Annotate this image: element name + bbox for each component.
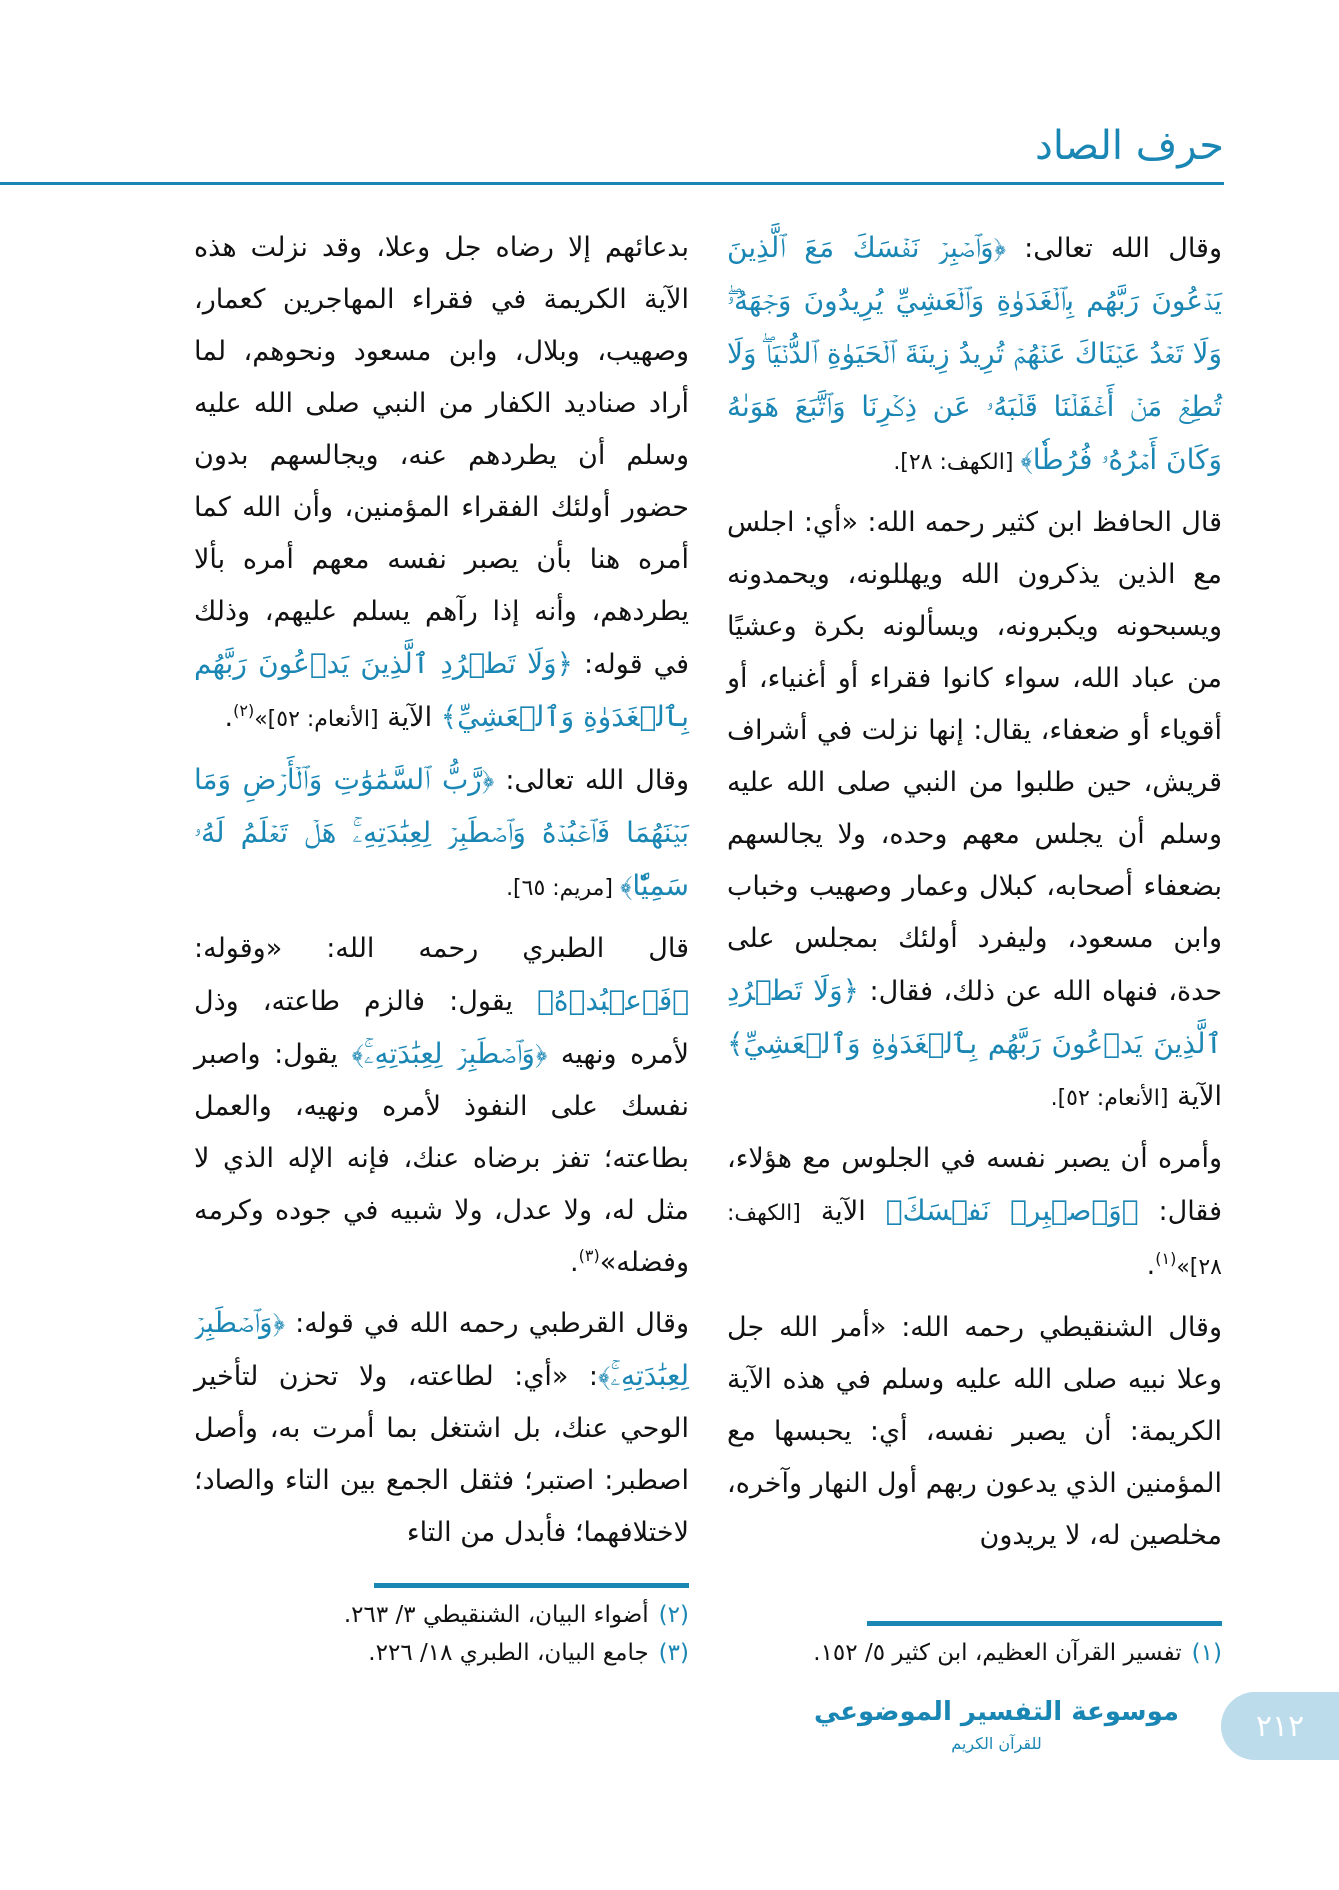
body-text: . [1146,1250,1156,1281]
verse-reference: [الأنعام: ٥٢]. [1050,1086,1169,1111]
body-text: . [224,702,234,733]
paragraph [194,222,689,746]
body-text: وقال الشنقيطي رحمه الله: «أمر الله جل وعلا نبيه صلى الله عليه وسلم في هذه الآية الكريمة: أن يصبر نفسه، أي: يحبسها مع المؤمنين الذي يدعون ربهم أول النهار وآخره، مخلصين له، لا يريدون [727,1312,1222,1551]
body-text: : «أي: لطاعته، ولا تحزن لتأخير الوحي عنك، بل اشتغل بما أمرت به، وأصل اصطبر: اصتبر؛ فثقل الجمع بين التاء والصاد؛ لاختلافهما؛ فأبدل من التاء [194,1361,689,1548]
quran-verse: ﴿وَٱصۡطَبِرۡ لِعِبَٰدَتِهِۦۚ﴾ [194,1306,689,1392]
footnotes-right [727,1605,1222,1672]
quran-verse: ﴿وَٱصۡطَبِرۡ لِعِبَٰدَتِهِۦۚ﴾ [351,1037,548,1070]
logo-subtitle: للقرآن الكريم [951,1734,1042,1753]
body-text: الآية [800,1196,886,1227]
footnotes-left [194,1567,689,1672]
footnote-number: (٢) [658,1602,689,1628]
footnote-1 [727,1634,1222,1672]
body-text: بدعائهم إلا رضاه جل وعلا، وقد نزلت هذه الآية الكريمة في فقراء المهاجرين كعمار، وصهيب، وبلال، وابن مسعود ونحوهم، لما أراد صناديد الكفار من النبي صلى الله عليه وسلم أن يطردهم عنه، ويجالسهم بدون حضور أولئك الفقراء المؤمنين، وأن الله كما أمره هنا بأن يصبر نفسه معهم أمره بألا يطردهم، وأنه إذا رآهم يسلم عليهم، وذلك في قوله: [194,232,689,680]
paragraph [194,923,689,1289]
verse-reference: [الكهف: ٢٨]» [727,1201,1222,1280]
left-column-wrapper [194,222,689,1672]
quran-verse: ﴿وَلَا تَطۡرُدِ ٱلَّذِينَ يَدۡعُونَ رَبَّهُم بِٱلۡغَدَوٰةِ وَٱلۡعَشِيِّ﴾ [727,974,1222,1060]
paragraph [194,754,689,915]
right-column [727,222,1222,1570]
body-text: قال الطبري رحمه الله: «وقوله: [194,933,689,964]
body-text: يقول: فالزم طاعته، وذل لأمره ونهيه [194,986,689,1070]
quran-verse: ﴿وَٱصۡبِرۡ نَفۡسَكَ﴾ [885,1194,1139,1227]
paragraph [727,1302,1222,1562]
page-footer [0,1692,1339,1792]
footnote-divider-right [867,1621,1222,1626]
quran-verse: ﴿فَٱعۡبُدۡهُ﴾ [537,984,689,1017]
paragraph [727,222,1222,489]
quran-verse: ﴿رَّبُّ ٱلسَّمَٰوَٰتِ وَٱلۡأَرۡضِ وَمَا بَيۡنَهُمَا فَٱعۡبُدۡهُ وَٱصۡطَبِرۡ لِعِبَٰدَتِهِۦۚ هَلۡ تَعۡلَمُ لَهُۥ سَمِيّٗا﴾ [194,763,689,902]
right-column-wrapper [727,222,1222,1672]
paragraph [727,1133,1222,1294]
footnote-number: (١) [1191,1640,1222,1666]
body-text: وقال القرطبي رحمه الله في قوله: [285,1308,689,1339]
body-text: . [570,1247,579,1278]
body-text: وقال الله تعالى: [1006,233,1222,264]
body-text: وأمره أن يصبر نفسه في الجلوس مع هؤلاء، فقال: [727,1143,1222,1227]
verse-reference: [الأنعام: ٥٢]» [254,707,379,732]
footnote-marker: (٣) [578,1246,600,1265]
verse-reference: [الكهف: ٢٨]. [893,450,1021,475]
verse-reference: [مريم: ٦٥]. [506,876,620,901]
quran-verse: ﴿وَلَا تَطۡرُدِ ٱلَّذِينَ يَدۡعُونَ رَبَّهُم بِٱلۡغَدَوٰةِ وَٱلۡعَشِيِّ﴾ [194,647,689,733]
chapter-title: حرف الصاد [1035,123,1224,169]
body-text: يقول: واصبر نفسك على النفوذ لأمره ونهيه، والعمل بطاعته؛ تفز برضاه عنك، فإنه الإله الذي لا مثل له، ولا عدل، ولا شبيه في جوده وكرمه وفضله» [194,1039,689,1278]
quran-verse: ﴿وَٱصۡبِرۡ نَفۡسَكَ مَعَ ٱلَّذِينَ يَدۡعُونَ رَبَّهُم بِٱلۡغَدَوٰةِ وَٱلۡعَشِيِّ يُرِيدُونَ وَجۡهَهُۥۖ وَلَا تَعۡدُ عَيۡنَاكَ عَنۡهُمۡ تُرِيدُ زِينَةَ ٱلۡحَيَوٰةِ ٱلدُّنۡيَاۖ وَلَا تُطِعۡ مَنۡ أَغۡفَلۡنَا قَلۡبَهُۥ عَن ذِكۡرِنَا وَٱتَّبَعَ هَوَىٰهُ وَكَانَ أَمۡرُهُۥ فُرُطٗا﴾ [727,231,1222,476]
footnote-text: جامع البيان، الطبري ١٨/ ٢٢٦. [368,1640,649,1666]
footnote-divider-left [374,1583,689,1588]
page-number: ٢١٢ [1221,1692,1339,1760]
body-text: الآية [1168,1081,1222,1112]
footnote-text: أضواء البيان، الشنقيطي ٣/ ٢٦٣. [343,1602,649,1628]
logo-title: موسوعة التفسير الموضوعي [813,1697,1179,1727]
footnote-marker: (١) [1155,1249,1177,1268]
footnote-number: (٣) [658,1640,689,1666]
footnote-3 [194,1634,689,1672]
footnote-marker: (٢) [233,701,255,720]
encyclopedia-logo [814,1692,1179,1756]
body-text: وقال الله تعالى: [494,765,689,796]
footnote-text: تفسير القرآن العظيم، ابن كثير ٥/ ١٥٢. [813,1640,1182,1666]
footnote-2 [194,1596,689,1634]
left-column [194,222,689,1567]
body-text: قال الحافظ ابن كثير رحمه الله: «أي: اجلس مع الذين يذكرون الله ويهللونه، ويحمدونه ويسبحونه ويكبرونه، ويسألونه بكرة وعشيًا من عباد الله، سواء كانوا فقراء أو أغنياء، أو أقوياء أو ضعفاء، يقال: إنها نزلت في أشراف قريش، حين طلبوا من النبي صلى الله عليه وسلم أن يجلس معهم وحده، ولا يجالسهم بضعفاء أصحابه، كبلال وعمار وصهيب وخباب وابن مسعود، وليفرد أولئك بمجلس على حدة، فنهاه الله عن ذلك، فقال: [727,507,1223,1007]
body-text: الآية [378,702,441,733]
paragraph [194,1297,689,1559]
paragraph [727,497,1222,1125]
